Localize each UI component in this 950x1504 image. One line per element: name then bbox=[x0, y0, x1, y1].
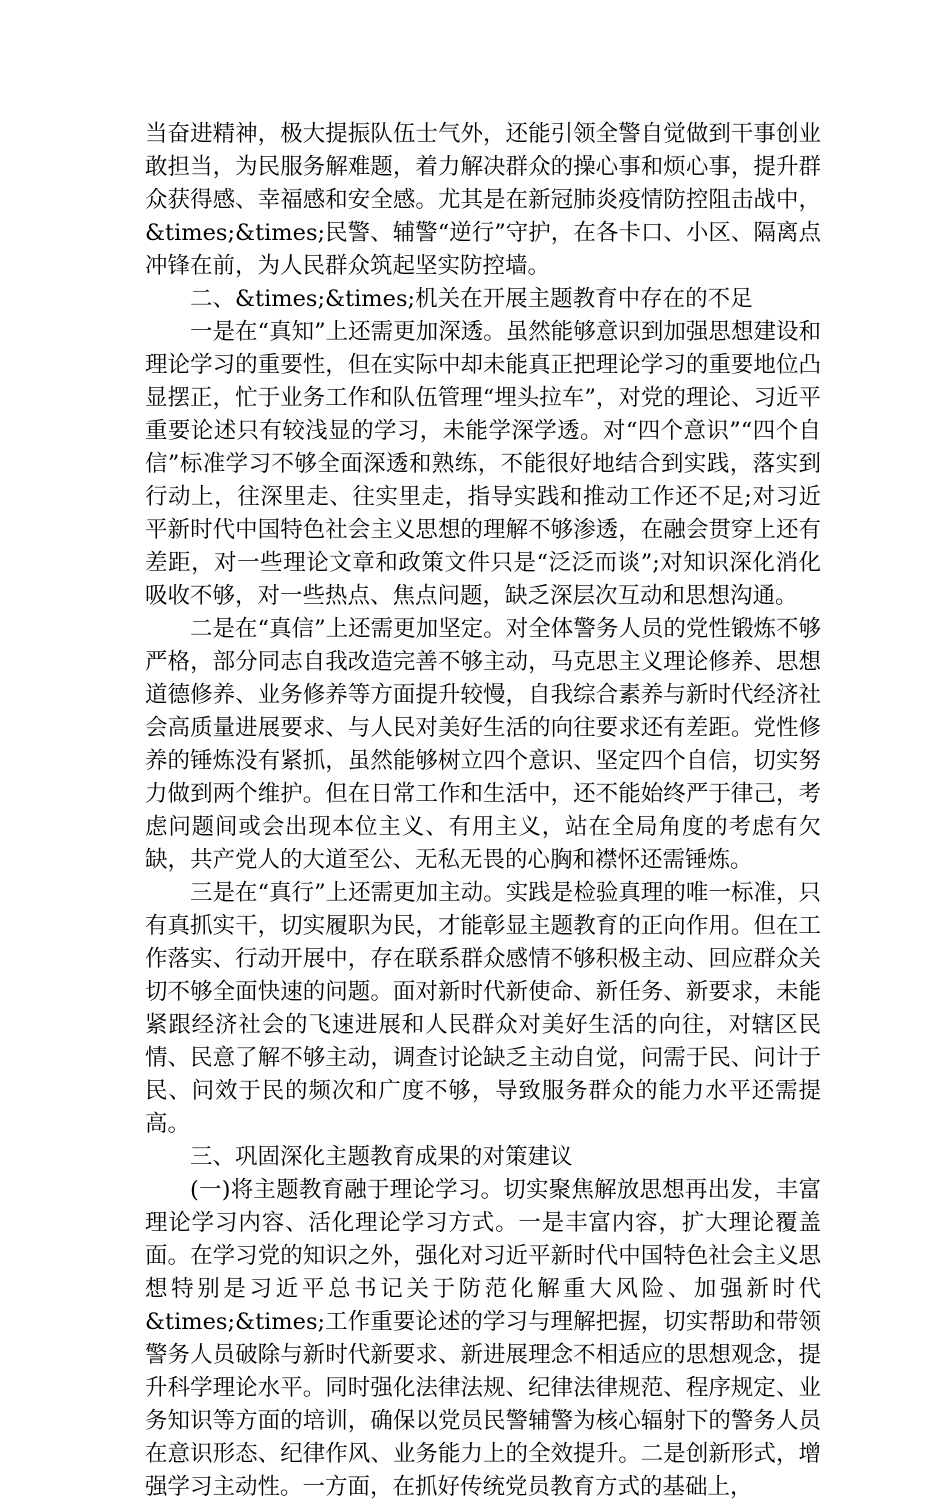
section-heading-3: 三、巩固深化主题教育成果的对策建议 bbox=[190, 1144, 573, 1170]
section-heading-2: 二、&times;&times;机关在开展主题教育中存在的不足 bbox=[190, 286, 753, 312]
paragraph-continuation: 当奋进精神，极大提振队伍士气外，还能引领全警自觉做到干事创业敢担当，为民服务解难题，着力解决群众的操心事和烦心事，提升群众获得感、幸福感和安全感。尤其是在新冠肺炎疫情防控阻击战中，&times;&times;民警、辅警“逆行”守护，在各卡口、小区、隔离点冲锋在前，为人民群众筑起坚实防控墙。 bbox=[145, 121, 821, 279]
paragraph-zhenzhi: 一是在“真知”上还需更加深透。虽然能够意识到加强思想建设和理论学习的重要性，但在实际中却未能真正把理论学习的重要地位凸显摆正，忙于业务工作和队伍管理“埋头拉车”，对党的理论、习近平重要论述只有较浅显的学习，未能学深学透。对“四个意识”“四个自信”标准学习不够全面深透和熟练，不能很好地结合到实践，落实到行动上，往深里走、往实里走，指导实践和推动工作还不足;对习近平新时代中国特色社会主义思想的理解不够渗透，在融会贯穿上还有差距，对一些理论文章和政策文件只是“泛泛而谈”;对知识深化消化吸收不够，对一些热点、焦点问题，缺乏深层次互动和思想沟通。 bbox=[145, 319, 821, 609]
document-body bbox=[145, 118, 821, 1504]
paragraph-zhenxin: 二是在“真信”上还需更加坚定。对全体警务人员的党性锻炼不够严格，部分同志自我改造完善不够主动，马克思主义理论修养、思想道德修养、业务修养等方面提升较慢，自我综合素养与新时代经济社会高质量进展要求、与人民对美好生活的向往要求还有差距。党性修养的锤炼没有紧抓，虽然能够树立四个意识、坚定四个自信，切实努力做到两个维护。但在日常工作和生活中，还不能始终严于律己，考虑问题间或会出现本位主义、有用主义，站在全局角度的考虑有欠缺，共产党人的大道至公、无私无畏的心胸和襟怀还需锤炼。 bbox=[145, 616, 821, 873]
paragraph-suggestion-1: (一)将主题教育融于理论学习。切实聚焦解放思想再出发，丰富理论学习内容、活化理论学习方式。一是丰富内容，扩大理论覆盖面。在学习党的知识之外，强化对习近平新时代中国特色社会主义思想特别是习近平总书记关于防范化解重大风险、加强新时代&times;&times;工作重要论述的学习与理解把握，切实帮助和带领警务人员破除与新时代新要求、新进展理念不相适应的思想观念，提升科学理论水平。同时强化法律法规、纪律法律规范、程序规定、业务知识等方面的培训，确保以党员民警辅警为核心辐射下的警务人员在意识形态、纪律作风、业务能力上的全效提升。二是创新形式，增强学习主动性。一方面，在抓好传统党员教育方式的基础上， bbox=[145, 1177, 821, 1500]
paragraph-zhenxing: 三是在“真行”上还需更加主动。实践是检验真理的唯一标准，只有真抓实干，切实履职为民，才能彰显主题教育的正向作用。但在工作落实、行动开展中，存在联系群众感情不够积极主动、回应群众关切不够全面快速的问题。面对新时代新使命、新任务、新要求，未能紧跟经济社会的飞速进展和人民群众对美好生活的向往，对辖区民情、民意了解不够主动，调查讨论缺乏主动自觉，问需于民、问计于民、问效于民的频次和广度不够，导致服务群众的能力水平还需提高。 bbox=[145, 880, 821, 1137]
